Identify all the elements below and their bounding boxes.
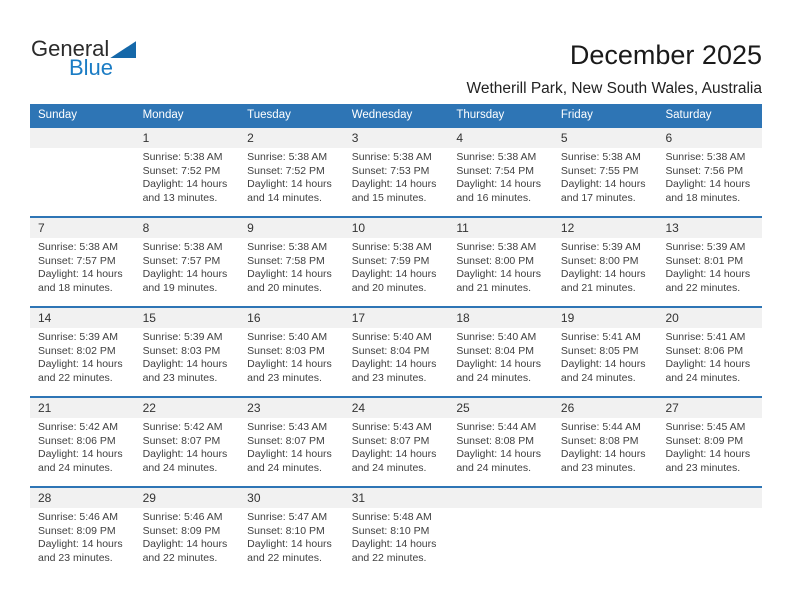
cell-detail-line: and 23 minutes. — [38, 551, 113, 564]
day-cell-details — [239, 508, 344, 576]
cell-detail-line: Daylight: 14 hours — [560, 268, 646, 280]
cell-detail-line: Daylight: 14 hours — [665, 358, 751, 370]
cell-detail-line: Sunrise: 5:46 AM — [38, 511, 118, 523]
cell-detail-line: Sunset: 8:03 PM — [247, 344, 325, 357]
day-number: 15 — [142, 311, 156, 325]
cell-detail-line: and 24 minutes. — [456, 371, 532, 384]
day-number: 23 — [247, 401, 261, 415]
date-number-band — [30, 398, 762, 418]
day-number: 18 — [456, 311, 470, 325]
cell-detail-line: and 22 minutes. — [38, 371, 113, 384]
day-cell-details — [657, 148, 762, 216]
cell-detail-line: Daylight: 14 hours — [247, 538, 332, 550]
cell-detail-line: Sunset: 8:00 PM — [560, 254, 639, 267]
cell-detail-line: Daylight: 14 hours — [38, 538, 123, 550]
week-row — [30, 306, 762, 396]
cell-detail-line: Sunrise: 5:38 AM — [351, 241, 432, 253]
day-number: 17 — [351, 311, 366, 325]
weekday-header: Wednesday — [351, 109, 413, 121]
cell-detail-line: Sunrise: 5:40 AM — [351, 331, 432, 343]
day-number: 12 — [560, 221, 575, 235]
cell-detail-line: and 24 minutes. — [351, 461, 427, 474]
cell-detail-line: Sunset: 8:05 PM — [560, 344, 639, 357]
cell-detail-line: and 13 minutes. — [142, 191, 218, 204]
cell-detail-line: Sunset: 7:52 PM — [247, 164, 325, 177]
cell-detail-line: Sunrise: 5:47 AM — [247, 511, 328, 523]
day-cell-details — [344, 418, 449, 486]
cell-detail-line: Daylight: 14 hours — [351, 538, 437, 550]
cell-detail-line: Sunset: 8:04 PM — [351, 344, 430, 357]
cell-detail-line: Daylight: 14 hours — [351, 358, 437, 370]
day-number: 20 — [665, 311, 679, 325]
week-row — [30, 396, 762, 486]
calendar-weeks — [30, 126, 762, 576]
date-number-band — [30, 128, 762, 148]
weekday-header: Thursday — [456, 109, 505, 121]
cell-detail-line: and 24 minutes. — [456, 461, 532, 474]
day-number: 7 — [38, 221, 45, 235]
day-cell-details — [135, 148, 240, 216]
day-cell-details — [657, 238, 762, 306]
day-cell-details — [135, 508, 240, 576]
cell-detail-line: and 17 minutes. — [560, 191, 636, 204]
cell-detail-line: Sunrise: 5:46 AM — [142, 511, 223, 523]
logo-text-blue: Blue — [69, 55, 114, 80]
day-number: 2 — [247, 131, 254, 145]
cell-detail-line: Sunset: 8:07 PM — [142, 434, 221, 447]
cell-detail-line: Daylight: 14 hours — [247, 358, 332, 370]
cell-detail-line: and 22 minutes. — [351, 551, 427, 564]
cell-detail-line: Daylight: 14 hours — [456, 358, 541, 370]
date-number-band — [30, 218, 762, 238]
cell-detail-line: Daylight: 14 hours — [351, 178, 437, 190]
day-number: 29 — [142, 491, 156, 505]
week-row — [30, 126, 762, 216]
cell-detail-line: Sunrise: 5:40 AM — [456, 331, 537, 343]
cell-detail-line: and 22 minutes. — [142, 551, 218, 564]
cell-detail-line: and 21 minutes. — [560, 281, 636, 294]
cell-detail-line: Daylight: 14 hours — [665, 268, 751, 280]
cell-detail-line: and 20 minutes. — [351, 281, 427, 294]
cell-detail-line: and 22 minutes. — [665, 281, 741, 294]
cell-detail-line: Sunrise: 5:40 AM — [247, 331, 328, 343]
day-cell-details — [239, 418, 344, 486]
cell-detail-line: Daylight: 14 hours — [560, 358, 646, 370]
cell-detail-line: and 22 minutes. — [247, 551, 322, 564]
cell-detail-line: and 24 minutes. — [560, 371, 636, 384]
weekday-header: Saturday — [665, 109, 712, 121]
cell-detail-line: Sunset: 7:55 PM — [560, 164, 639, 177]
cell-detail-line: Sunrise: 5:44 AM — [560, 421, 641, 433]
cell-detail-line: Sunrise: 5:39 AM — [142, 331, 223, 343]
day-cell-details — [239, 238, 344, 306]
weekday-header: Tuesday — [247, 109, 291, 121]
day-cell-details — [448, 148, 553, 216]
cell-detail-line: Sunrise: 5:44 AM — [456, 421, 537, 433]
day-number: 25 — [456, 401, 470, 415]
day-number: 22 — [142, 401, 156, 415]
cell-detail-line: Sunset: 7:57 PM — [38, 254, 116, 267]
cell-detail-line: and 14 minutes. — [247, 191, 322, 204]
day-number: 31 — [351, 491, 366, 505]
day-cell-details — [30, 418, 135, 486]
cell-detail-line: and 15 minutes. — [351, 191, 427, 204]
cell-detail-line: Daylight: 14 hours — [247, 178, 332, 190]
cell-detail-line: Sunrise: 5:38 AM — [456, 241, 537, 253]
week-row — [30, 486, 762, 576]
cell-detail-line: Daylight: 14 hours — [38, 448, 123, 460]
cell-detail-line: Daylight: 14 hours — [142, 268, 228, 280]
cell-detail-line: Sunrise: 5:38 AM — [142, 241, 223, 253]
day-cell-details — [553, 508, 658, 576]
day-number — [448, 488, 553, 508]
day-cell-details — [553, 238, 658, 306]
cell-detail-line: Sunrise: 5:38 AM — [456, 151, 537, 163]
cell-detail-line: Sunset: 8:07 PM — [247, 434, 325, 447]
day-number: 27 — [665, 401, 679, 415]
cell-detail-line: Sunset: 8:02 PM — [38, 344, 116, 357]
date-number-band — [30, 488, 762, 508]
cell-detail-line: Daylight: 14 hours — [247, 448, 332, 460]
week-row — [30, 216, 762, 306]
cell-detail-line: Sunset: 8:00 PM — [456, 254, 534, 267]
day-cell-details — [448, 328, 553, 396]
day-cell-details — [135, 238, 240, 306]
day-number: 24 — [351, 401, 366, 415]
weekday-header-row — [30, 104, 762, 126]
cell-detail-line: Daylight: 14 hours — [665, 178, 751, 190]
cell-detail-line: Sunrise: 5:39 AM — [38, 331, 118, 343]
day-details-row — [30, 238, 762, 306]
cell-detail-line: Sunrise: 5:38 AM — [247, 151, 328, 163]
cell-detail-line: Sunset: 8:09 PM — [142, 524, 221, 537]
cell-detail-line: Sunrise: 5:48 AM — [351, 511, 432, 523]
cell-detail-line: Sunrise: 5:38 AM — [247, 241, 328, 253]
day-number: 1 — [142, 131, 150, 145]
cell-detail-line: Sunset: 8:01 PM — [665, 254, 744, 267]
day-number: 26 — [560, 401, 575, 415]
cell-detail-line: Sunrise: 5:38 AM — [351, 151, 432, 163]
day-number: 28 — [38, 491, 52, 505]
day-number — [30, 128, 135, 148]
cell-detail-line: Sunrise: 5:41 AM — [560, 331, 641, 343]
day-number: 5 — [560, 131, 568, 145]
day-cell-details — [30, 508, 135, 576]
cell-detail-line: Daylight: 14 hours — [351, 448, 437, 460]
cell-detail-line: Daylight: 14 hours — [142, 358, 228, 370]
page-title: December 2025 — [569, 40, 762, 70]
day-number: 19 — [560, 311, 575, 325]
cell-detail-line: Daylight: 14 hours — [38, 268, 123, 280]
day-number — [553, 488, 658, 508]
day-cell-details — [657, 328, 762, 396]
cell-detail-line: Sunset: 7:56 PM — [665, 164, 744, 177]
cell-detail-line: and 23 minutes. — [560, 461, 636, 474]
cell-detail-line: Sunset: 7:53 PM — [351, 164, 430, 177]
cell-detail-line: Sunrise: 5:41 AM — [665, 331, 746, 343]
day-number: 3 — [351, 131, 359, 145]
cell-detail-line: Sunset: 8:03 PM — [142, 344, 221, 357]
day-number: 11 — [456, 221, 469, 235]
cell-detail-line: Daylight: 14 hours — [142, 538, 228, 550]
cell-detail-line: Sunset: 8:08 PM — [456, 434, 534, 447]
cell-detail-line: Daylight: 14 hours — [560, 448, 646, 460]
weekday-header: Monday — [142, 109, 184, 121]
cell-detail-line: and 23 minutes. — [142, 371, 218, 384]
cell-detail-line: Sunset: 8:06 PM — [38, 434, 116, 447]
logo-word-general: General — [31, 36, 110, 61]
cell-detail-line: Sunset: 8:09 PM — [38, 524, 116, 537]
cell-detail-line: and 18 minutes. — [38, 281, 113, 294]
cell-detail-line: and 23 minutes. — [665, 461, 741, 474]
day-details-row — [30, 418, 762, 486]
day-cell-details — [239, 328, 344, 396]
cell-detail-line: and 16 minutes. — [456, 191, 532, 204]
day-number: 16 — [247, 311, 261, 325]
cell-detail-line: Sunset: 7:52 PM — [142, 164, 221, 177]
general-blue-logo — [31, 38, 136, 78]
cell-detail-line: and 24 minutes. — [665, 371, 741, 384]
calendar-table — [30, 104, 762, 576]
cell-detail-line: Daylight: 14 hours — [456, 178, 541, 190]
cell-detail-line: and 19 minutes. — [142, 281, 218, 294]
day-cell-details — [30, 148, 135, 216]
cell-detail-line: Daylight: 14 hours — [665, 448, 751, 460]
cell-detail-line: Sunset: 8:10 PM — [247, 524, 325, 537]
cell-detail-line: Sunrise: 5:39 AM — [560, 241, 641, 253]
cell-detail-line: Sunset: 7:57 PM — [142, 254, 221, 267]
cell-detail-line: Daylight: 14 hours — [456, 448, 541, 460]
cell-detail-line: Sunset: 8:08 PM — [560, 434, 639, 447]
cell-detail-line: and 24 minutes. — [38, 461, 113, 474]
cell-detail-line: Sunset: 7:54 PM — [456, 164, 534, 177]
cell-detail-line: Sunrise: 5:39 AM — [665, 241, 746, 253]
cell-detail-line: and 23 minutes. — [351, 371, 427, 384]
cell-detail-line: Sunset: 8:04 PM — [456, 344, 534, 357]
cell-detail-line: and 23 minutes. — [247, 371, 322, 384]
cell-detail-line: and 21 minutes. — [456, 281, 532, 294]
cell-detail-line: Daylight: 14 hours — [142, 448, 228, 460]
weekday-header: Sunday — [38, 109, 78, 121]
day-cell-details — [344, 238, 449, 306]
day-details-row — [30, 148, 762, 216]
day-cell-details — [135, 418, 240, 486]
cell-detail-line: Sunset: 8:06 PM — [665, 344, 744, 357]
cell-detail-line: Sunrise: 5:42 AM — [38, 421, 118, 433]
day-cell-details — [553, 418, 658, 486]
cell-detail-line: Sunrise: 5:38 AM — [142, 151, 223, 163]
day-number: 9 — [247, 221, 254, 235]
cell-detail-line: Daylight: 14 hours — [38, 358, 123, 370]
day-cell-details — [239, 148, 344, 216]
header-titles — [467, 40, 762, 98]
cell-detail-line: Daylight: 14 hours — [560, 178, 646, 190]
day-cell-details — [448, 418, 553, 486]
day-cell-details — [30, 238, 135, 306]
day-cell-details — [448, 508, 553, 576]
day-cell-details — [344, 328, 449, 396]
cell-detail-line: Daylight: 14 hours — [351, 268, 437, 280]
cell-detail-line: Sunrise: 5:45 AM — [665, 421, 746, 433]
logo-triangle-icon — [110, 41, 136, 58]
day-number: 14 — [38, 311, 52, 325]
day-number: 6 — [665, 131, 673, 145]
day-number: 4 — [456, 131, 463, 145]
cell-detail-line: Sunset: 8:10 PM — [351, 524, 430, 537]
day-cell-details — [344, 148, 449, 216]
date-number-band — [30, 308, 762, 328]
cell-detail-line: Sunrise: 5:43 AM — [351, 421, 432, 433]
cell-detail-line: Sunset: 8:07 PM — [351, 434, 430, 447]
day-cell-details — [553, 148, 658, 216]
cell-detail-line: Sunrise: 5:38 AM — [560, 151, 641, 163]
cell-detail-line: Sunset: 7:58 PM — [247, 254, 325, 267]
day-cell-details — [448, 238, 553, 306]
day-cell-details — [135, 328, 240, 396]
cell-detail-line: and 20 minutes. — [247, 281, 322, 294]
day-cell-details — [553, 328, 658, 396]
cell-detail-line: and 24 minutes. — [247, 461, 322, 474]
day-cell-details — [30, 328, 135, 396]
weekday-header: Friday — [560, 109, 593, 121]
day-number: 8 — [142, 221, 150, 235]
day-number — [657, 488, 762, 508]
day-cell-details — [657, 418, 762, 486]
cell-detail-line: Daylight: 14 hours — [247, 268, 332, 280]
cell-detail-line: Sunrise: 5:38 AM — [665, 151, 746, 163]
cell-detail-line: Sunrise: 5:43 AM — [247, 421, 328, 433]
cell-detail-line: Sunrise: 5:38 AM — [38, 241, 118, 253]
cell-detail-line: Sunset: 8:09 PM — [665, 434, 744, 447]
cell-detail-line: and 24 minutes. — [142, 461, 218, 474]
cell-detail-line: Sunset: 7:59 PM — [351, 254, 430, 267]
day-details-row — [30, 508, 762, 576]
day-number: 13 — [665, 221, 679, 235]
day-number: 10 — [351, 221, 366, 235]
cell-detail-line: Sunrise: 5:42 AM — [142, 421, 223, 433]
page-subtitle: Wetherill Park, New South Wales, Australia — [466, 80, 762, 97]
cell-detail-line: Daylight: 14 hours — [456, 268, 541, 280]
cell-detail-line: Daylight: 14 hours — [142, 178, 228, 190]
day-cell-details — [657, 508, 762, 576]
day-cell-details — [344, 508, 449, 576]
cell-detail-line: and 18 minutes. — [665, 191, 741, 204]
day-number: 21 — [38, 401, 52, 415]
day-number: 30 — [247, 491, 261, 505]
day-details-row — [30, 328, 762, 396]
